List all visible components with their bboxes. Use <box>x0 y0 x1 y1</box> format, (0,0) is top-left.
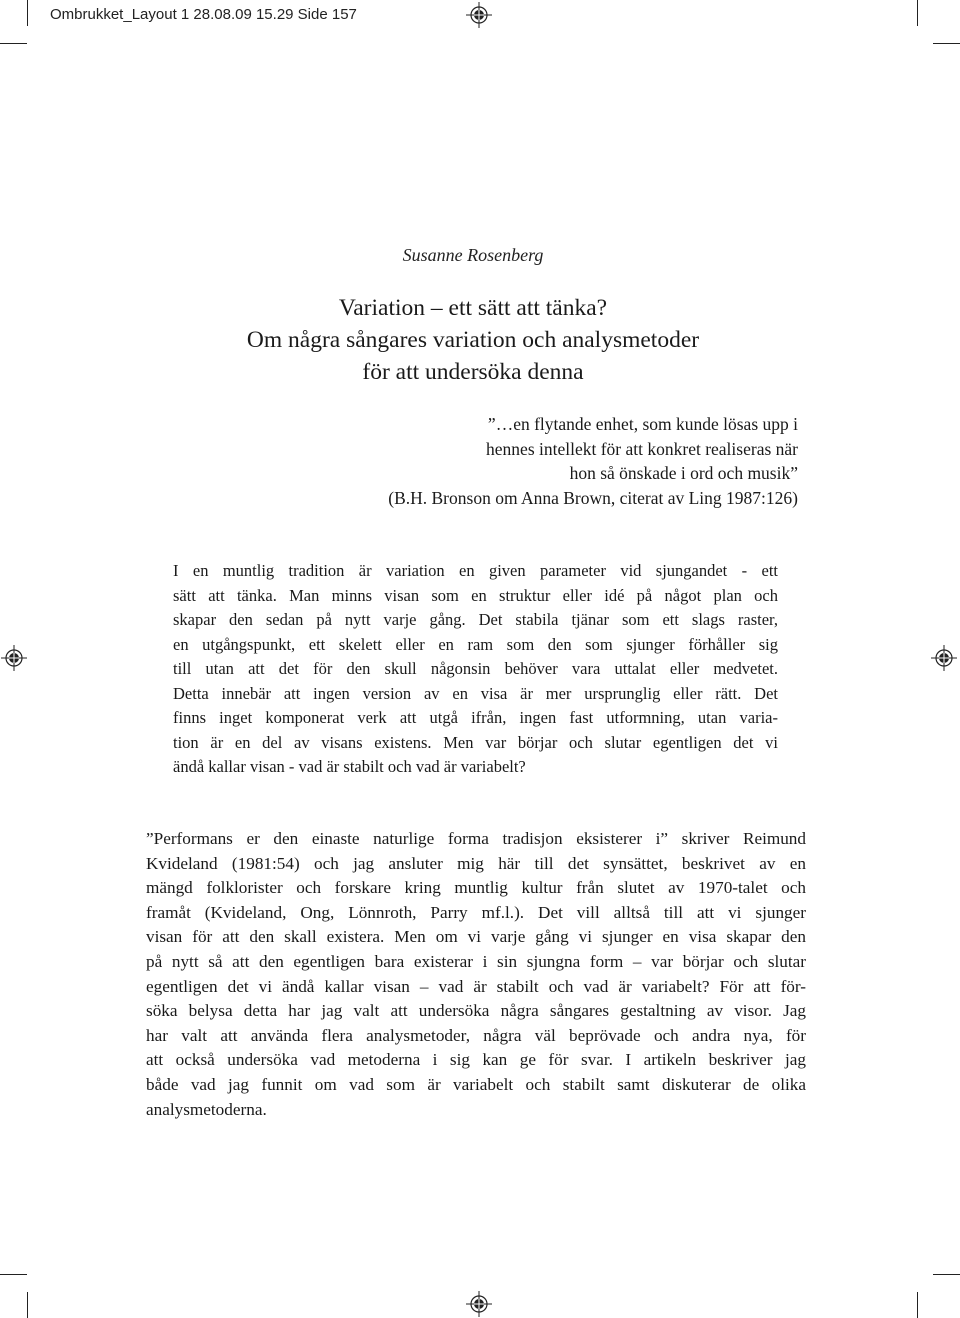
intro-line: I en muntlig tradition är variation en given parameter vid sjungandet - ett <box>173 561 778 580</box>
body-line: att också undersöka vad metoderna i sig kan ge för svar. I artikeln beskriver jag <box>146 1050 806 1070</box>
body-line: egentligen det vi ändå kallar visan – vad är stabilt och vad är variabelt? För att för- <box>146 976 806 996</box>
body-line: söka belysa detta har jag valt att undersöka några sångares gestaltning av visor. Jag <box>146 1001 806 1021</box>
title-line: Variation – ett sätt att tänka? <box>338 295 608 321</box>
crop-mark-icon <box>933 43 960 44</box>
author-name: Susanne Rosenberg <box>402 245 544 265</box>
crop-mark-icon <box>0 43 27 44</box>
intro-line: en utgångspunkt, ett skelett eller en ram som den som sjunger förhåller sig <box>173 634 778 654</box>
epigraph-line: hon så önskade i ord och musik” <box>569 463 798 483</box>
registration-target-icon <box>931 645 957 671</box>
intro-line: tion är en del av visans existens. Men var börjar och slutar egentligen det vi <box>173 732 778 752</box>
printer-slug: Ombrukket_Layout 1 28.08.09 15.29 Side 157 <box>50 6 357 23</box>
registration-target-icon <box>1 645 27 671</box>
crop-mark-icon <box>933 1274 960 1275</box>
epigraph-line: hennes intellekt för att konkret realiseras när <box>486 438 798 459</box>
intro-line: till utan att det för den skull någonsin behöver vara uttalat eller medvetet. <box>173 659 778 678</box>
epigraph-line: ”…en flytande enhet, som kunde lösas upp i <box>487 414 798 434</box>
registration-target-icon <box>466 1291 492 1317</box>
intro-paragraph <box>173 559 778 780</box>
body-line: på nytt så att den egentligen bara existerar i sin sjungna form – var börjar och slutar <box>146 951 806 971</box>
article-title <box>0 292 946 388</box>
body-line: Kvideland (1981:54) och jag ansluter mig här till det synsättet, beskrivet av en <box>146 853 806 873</box>
body-line: har valt att använda flera analysmetoder, några väl beprövade och andra nya, för <box>146 1025 806 1045</box>
crop-mark-icon <box>917 0 918 26</box>
intro-line: ändå kallar visan - vad är stabilt och vad är variabelt? <box>173 757 526 776</box>
crop-mark-icon <box>27 0 28 26</box>
body-paragraph <box>146 827 806 1122</box>
title-line: för att undersöka denna <box>362 359 584 385</box>
body-line: ”Performans er den einaste naturlige forma tradisjon eksisterer i” skriver Reimund <box>146 829 806 848</box>
intro-line: skapar den sedan på nytt varje gång. Det stabila tjänar som ett slags raster, <box>173 610 778 629</box>
epigraph-quote <box>388 412 798 510</box>
body-line: både vad jag funnit om vad som är variabelt och stabilt samt diskuterar de olika <box>146 1074 806 1094</box>
crop-mark-icon <box>917 1292 918 1318</box>
epigraph-citation: (B.H. Bronson om Anna Brown, citerat av Ling 1987:126) <box>388 487 798 508</box>
crop-mark-icon <box>0 1274 27 1275</box>
body-line: visan för att den skall existera. Men om vi varje gång vi sjunger en visa skapar den <box>146 927 806 947</box>
body-line: analysmetoderna. <box>146 1099 267 1119</box>
intro-line: sätt att tänka. Man minns visan som en struktur eller idé på något plan och <box>173 585 778 605</box>
registration-target-icon <box>466 2 492 28</box>
crop-mark-icon <box>27 1292 28 1318</box>
intro-line: finns inget komponerat verk att utgå ifrån, ingen fast utformning, utan varia- <box>173 708 778 727</box>
body-line: mängd folklorister och forskare kring muntlig kultur från slutet av 1970-talet och <box>146 878 806 898</box>
title-line: Om några sångares variation och analysmetoder <box>246 327 700 353</box>
intro-line: Detta innebär att ingen version av en visa är mer ursprunglig eller rätt. Det <box>173 683 778 703</box>
body-line: framåt (Kvideland, Ong, Lönnroth, Parry mf.l.). Det vill alltså till att vi sjunger <box>146 902 806 922</box>
